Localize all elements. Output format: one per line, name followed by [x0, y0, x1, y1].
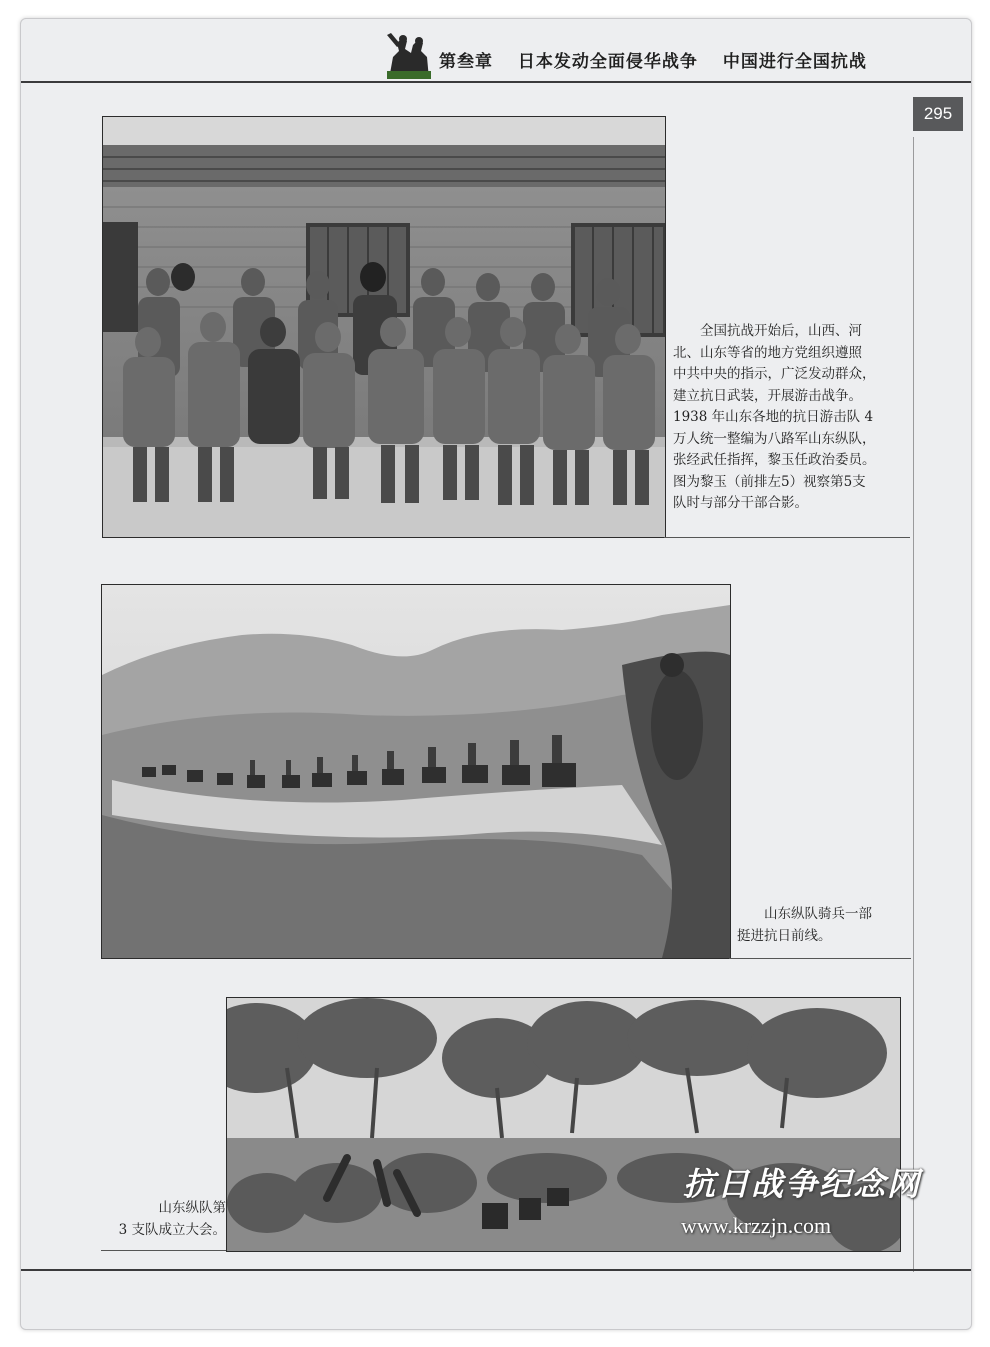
caption-line: 中共中央的指示，广泛发动群众，	[673, 366, 876, 382]
caption-line: 队时与部分干部合影。	[673, 495, 808, 511]
cavalry-photo	[101, 584, 731, 959]
header-rule	[21, 81, 971, 83]
caption-line: 万人统一整编为八路军山东纵队，	[673, 430, 876, 447]
caption-line: 挺进抗日前线。	[737, 927, 832, 944]
caption-line: 北、山东等省的地方党组织遵照	[673, 344, 862, 361]
chapter-number: 第叁章	[439, 52, 493, 72]
chapter-title-right: 中国进行全国抗战	[722, 52, 867, 72]
page-number: 295	[913, 97, 963, 131]
caption-line: 全国抗战开始后，山西、河	[700, 323, 862, 339]
chapter-header	[439, 47, 885, 72]
caption-rule	[101, 1250, 226, 1251]
book-page	[20, 18, 972, 1330]
watermark-url: www.krzzjn.com	[681, 1213, 832, 1238]
caption-line: 张经武任指挥，黎玉任政治委员。	[673, 452, 876, 468]
caption-line: 1938 年山东各地的抗日游击队 4	[673, 409, 874, 425]
caption-line: 山东纵队骑兵一部	[764, 906, 872, 922]
photo2-caption	[737, 904, 917, 947]
footer-rule	[21, 1269, 971, 1271]
caption-line: 山东纵队第	[158, 1200, 226, 1216]
caption-line: 建立抗日武装，开展游击战争。	[673, 387, 862, 404]
caption-line: 图为黎玉（前排左5）视察第5支	[673, 473, 866, 490]
caption-rule	[664, 537, 910, 538]
margin-rule	[913, 137, 914, 1272]
photo1-caption	[673, 321, 903, 515]
caption-line: 3 支队成立大会。	[118, 1221, 226, 1238]
soldiers-statue-icon	[383, 27, 435, 79]
watermark-text: 抗日战争纪念网	[683, 1165, 922, 1203]
chapter-title-left: 日本发动全面侵华战争	[517, 52, 698, 72]
photo3-caption	[101, 1198, 230, 1241]
group-portrait-photo	[102, 116, 666, 538]
caption-rule	[729, 958, 911, 959]
